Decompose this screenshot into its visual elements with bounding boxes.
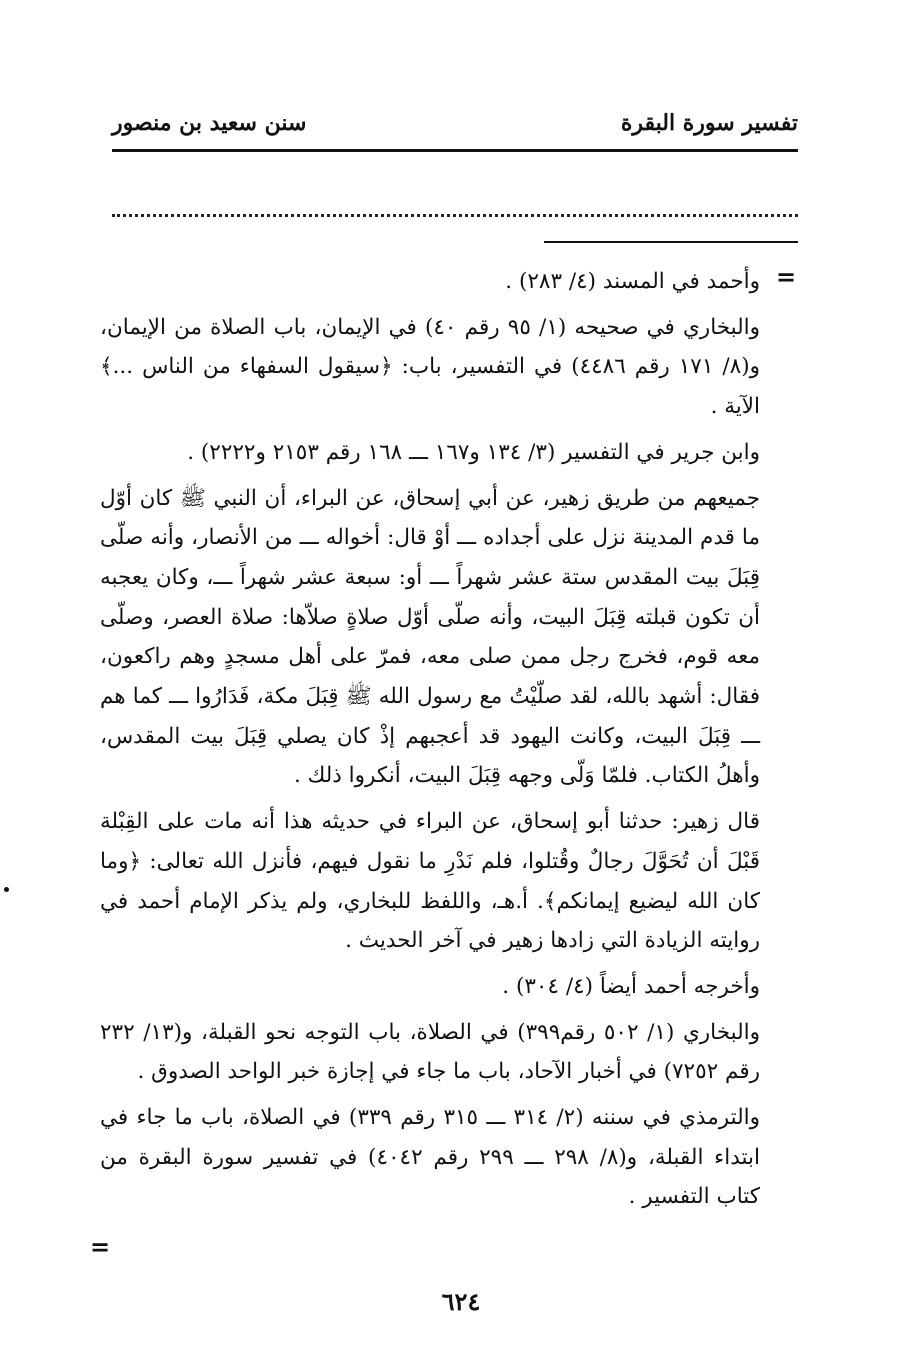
footnote-text bbox=[100, 262, 760, 1223]
continuation-marker-top: = bbox=[776, 262, 797, 291]
page-number: ٦٢٤ bbox=[441, 1287, 481, 1316]
footnote-paragraph: والترمذي في سننه (٢/ ٣١٤ ـــ ٣١٥ رقم ٣٣٩) في الصلاة، باب ما جاء في ابتداء القبلة، و(٨/ ٢٩٨ ـــ ٢٩٩ رقم ٤٠٤٢) في تفسير سورة البقرة من كتاب التفسير . bbox=[100, 1105, 760, 1210]
margin-dot bbox=[4, 887, 9, 892]
chapter-title: تفسير سورة البقرة bbox=[620, 110, 798, 136]
book-title: سنن سعيد بن منصور bbox=[112, 110, 307, 136]
running-head bbox=[112, 106, 798, 140]
footnote-paragraph: وأخرجه أحمد أيضاً (٤/ ٣٠٤) . bbox=[502, 973, 760, 999]
dotted-separator bbox=[112, 196, 798, 217]
footnote-paragraph: قال زهير: حدثنا أبو إسحاق، عن البراء في حديثه هذا أنه مات على القِبْلة قَبْلَ أن تُحَوَّلَ رجالٌ وقُتلوا، فلم نَدْرِ ما نقول فيهم، فأنزل الله تعالى: ﴿وما كان الله ليضيع إيمانكم﴾. أ.هـ، واللفظ للبخاري، ولم يذكر الإمام أحمد في روايته الزيادة التي زادها زهير في آخر الحديث . bbox=[100, 809, 760, 954]
continuation-marker-bottom: = bbox=[90, 1232, 111, 1261]
header-rule bbox=[112, 149, 798, 152]
footnote-paragraph: جميعهم من طريق زهير، عن أبي إسحاق، عن البراء، أن النبي ﷺ كان أوّل ما قدم المدينة نزل على أجداده ـــ أوْ قال: أخواله ـــ من الأنصار، وأنه صلّى قِبَلَ بيت المقدس ستة عشر شهراً ـــ أو: سبعة عشر شهراً ـــ، وكان يعجبه أن تكون قبلته قِبَلَ البيت، وأنه صلّى أوّل صلاةٍ صلاّها: صلاة العصر، وصلّى معه قوم، فخرج رجل ممن صلى معه، فمرّ على أهل مسجدٍ وهم راكعون، فقال: أشهد بالله، لقد صلّيْتُ مع رسول الله ﷺ قِبَلَ مكة، فَدَارُوا ـــ كما هم ـــ قِبَلَ البيت، وكانت اليهود قد أعجبهم إذْ كان يصلي قِبَلَ بيت المقدس، وأهلُ الكتاب. فلمّا وَلّى وجهه قِبَلَ البيت، أنكروا ذلك . bbox=[100, 485, 760, 789]
footnote-paragraph: والبخاري (١/ ٥٠٢ رقم٣٩٩) في الصلاة، باب التوجه نحو القبلة، و(١٣/ ٢٣٢ رقم ٧٢٥٢) في أخبار الآحاد، باب ما جاء في إجازة خبر الواحد الصدوق . bbox=[100, 1019, 760, 1085]
footnote-rule bbox=[544, 241, 798, 243]
footnote-paragraph: والبخاري في صحيحه (١/ ٩٥ رقم ٤٠) في الإيمان، باب الصلاة من الإيمان، و(٨/ ١٧١ رقم ٤٤٨٦) في التفسير، باب: ﴿سيقول السفهاء من الناس ...﴾ الآية . bbox=[100, 314, 761, 420]
footnote-paragraph: وأحمد في المسند (٤/ ٢٨٣) . bbox=[505, 269, 760, 294]
footnote-paragraph: وابن جرير في التفسير (٣/ ١٣٤ و١٦٧ ـــ ١٦٨ رقم ٢١٥٣ و٢٢٢٢) . bbox=[187, 439, 760, 465]
